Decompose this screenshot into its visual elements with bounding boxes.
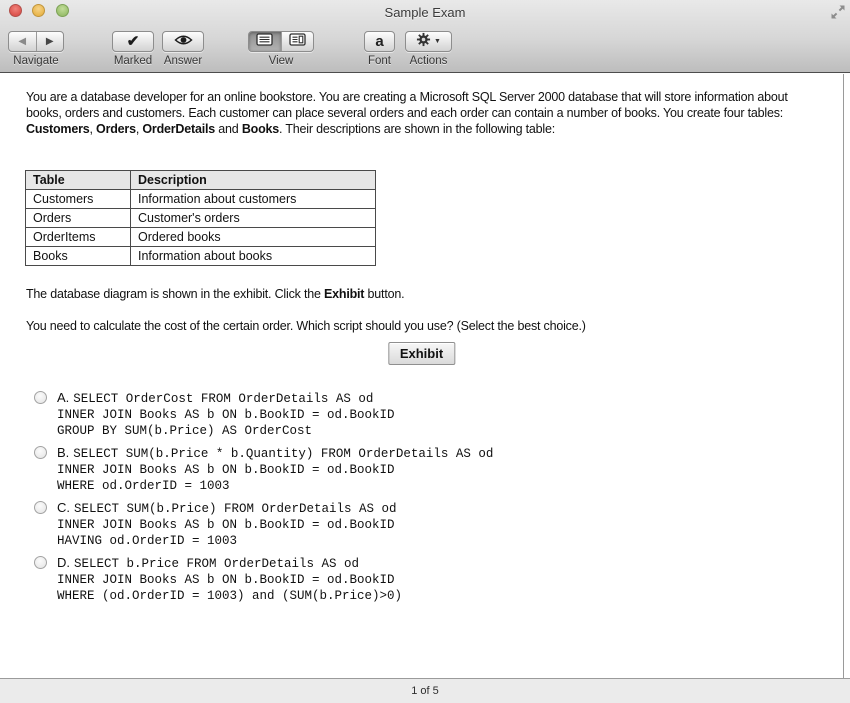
column-header-description: Description xyxy=(131,171,376,190)
question-text-segment: . Their descriptions are shown in the following table: xyxy=(279,122,555,136)
option-letter: C. xyxy=(57,500,70,515)
table-cell-description: Information about books xyxy=(131,247,376,266)
table-cell-description: Information about customers xyxy=(131,190,376,209)
font-button[interactable] xyxy=(364,31,395,52)
table-header-row xyxy=(26,171,376,190)
table-descriptions xyxy=(25,170,376,266)
eye-icon xyxy=(174,33,193,51)
marked-button[interactable] xyxy=(112,31,154,52)
question-text-segment: and xyxy=(215,122,242,136)
back-arrow-icon: ◀ xyxy=(18,35,27,47)
option-body xyxy=(57,555,794,604)
toolbar-group-font xyxy=(364,31,395,67)
table-cell-name: Books xyxy=(26,247,131,266)
question-text-segment: OrderDetails xyxy=(142,122,216,136)
option-first-line xyxy=(57,555,794,572)
option-body xyxy=(57,500,794,549)
forward-arrow-icon: ▶ xyxy=(45,35,54,47)
table-cell-description: Ordered books xyxy=(131,228,376,247)
question-text-segment: You are a database developer for an online bookstore. You are creating a Microsoft SQL Server 2000 database that will store information about books, orders and customers. Each customer can place several orders and each order can contain a number of books. You create four tables: xyxy=(26,90,788,120)
page-indicator: 1 of 5 xyxy=(411,685,439,697)
dropdown-arrow-icon: ▼ xyxy=(434,38,441,45)
view-label: View xyxy=(268,55,294,67)
option-sql-line: INNER JOIN Books AS b ON b.BookID = od.BookID xyxy=(57,573,395,587)
answer-label: Answer xyxy=(163,55,203,67)
question-text-segment: button. xyxy=(364,287,405,301)
checkmark-icon: ✔ xyxy=(126,33,140,50)
question-text-segment: Customers xyxy=(26,122,90,136)
question-text-segment: , xyxy=(135,122,143,136)
table-cell-name: OrderItems xyxy=(26,228,131,247)
radio-button[interactable] xyxy=(34,501,47,514)
split-view-icon xyxy=(289,33,306,51)
option-sql-line: GROUP BY SUM(b.Price) AS OrderCost xyxy=(57,424,313,438)
answer-option[interactable] xyxy=(34,555,794,604)
option-first-line xyxy=(57,445,794,462)
view-split-button[interactable] xyxy=(281,32,314,51)
radio-button[interactable] xyxy=(34,446,47,459)
table-row xyxy=(26,228,376,247)
question-prompt: You need to calculate the cost of the certain order. Which script should you use? (Select the best choice.) xyxy=(26,319,586,333)
titlebar-toolbar xyxy=(0,0,850,73)
answer-option[interactable] xyxy=(34,445,794,494)
forward-button[interactable] xyxy=(36,32,64,51)
question-text-segment: Exhibit xyxy=(324,287,365,301)
question-text-segment: Books xyxy=(241,122,280,136)
answer-button[interactable] xyxy=(162,31,204,52)
option-letter: A. xyxy=(57,390,70,405)
exhibit-instruction xyxy=(26,286,820,302)
exhibit-button[interactable]: Exhibit xyxy=(388,342,455,365)
navigate-label: Navigate xyxy=(13,55,59,67)
question-text-segment: , xyxy=(89,122,97,136)
option-sql-line: SELECT b.Price FROM OrderDetails AS od xyxy=(74,557,360,571)
toolbar-group-view xyxy=(248,31,314,67)
option-first-line xyxy=(57,390,794,407)
question-text-segment: The database diagram is shown in the exhibit. Click the xyxy=(26,287,324,301)
column-header-table: Table xyxy=(26,171,131,190)
option-first-line xyxy=(57,500,794,517)
actions-button[interactable] xyxy=(405,31,452,52)
option-sql-line: SELECT OrderCost FROM OrderDetails AS od xyxy=(73,392,374,406)
gear-icon xyxy=(416,32,431,52)
radio-button[interactable] xyxy=(34,556,47,569)
view-segmented-control xyxy=(248,31,314,52)
list-view-icon xyxy=(256,33,273,51)
question-intro xyxy=(26,89,820,137)
table-cell-name: Orders xyxy=(26,209,131,228)
window-title: Sample Exam xyxy=(384,5,466,20)
back-button[interactable] xyxy=(9,32,36,51)
table-cell-description: Customer's orders xyxy=(131,209,376,228)
option-sql-line: SELECT SUM(b.Price) FROM OrderDetails AS od xyxy=(74,502,397,516)
toolbar-group-marked xyxy=(112,31,154,67)
table-row xyxy=(26,247,376,266)
option-sql-line: HAVING od.OrderID = 1003 xyxy=(57,534,238,548)
table-row xyxy=(26,209,376,228)
toolbar-group-answer xyxy=(162,31,204,67)
option-letter: B. xyxy=(57,445,70,460)
option-sql-line: INNER JOIN Books AS b ON b.BookID = od.BookID xyxy=(57,518,395,532)
answer-option[interactable] xyxy=(34,390,794,439)
marked-label: Marked xyxy=(113,55,153,67)
radio-button[interactable] xyxy=(34,391,47,404)
toolbar-group-navigate xyxy=(8,31,64,67)
font-icon: a xyxy=(375,33,384,50)
table-row xyxy=(26,190,376,209)
font-label: Font xyxy=(367,55,391,67)
toolbar-group-actions xyxy=(405,31,452,67)
option-letter: D. xyxy=(57,555,70,570)
fullscreen-icon[interactable] xyxy=(830,4,846,20)
option-body xyxy=(57,390,794,439)
option-sql-line: WHERE od.OrderID = 1003 xyxy=(57,479,230,493)
status-bar xyxy=(0,678,850,703)
navigate-control xyxy=(8,31,64,52)
option-sql-line: SELECT SUM(b.Price * b.Quantity) FROM OrderDetails AS od xyxy=(73,447,494,461)
table-cell-name: Customers xyxy=(26,190,131,209)
answer-options xyxy=(34,390,794,610)
option-sql-line: WHERE (od.OrderID = 1003) and (SUM(b.Price)>0) xyxy=(57,589,403,603)
option-body xyxy=(57,445,794,494)
question-text-segment: Orders xyxy=(96,122,136,136)
option-sql-line: INNER JOIN Books AS b ON b.BookID = od.BookID xyxy=(57,408,395,422)
actions-label: Actions xyxy=(409,55,448,67)
answer-option[interactable] xyxy=(34,500,794,549)
exam-content xyxy=(0,74,844,678)
view-list-button[interactable] xyxy=(249,32,281,51)
option-sql-line: INNER JOIN Books AS b ON b.BookID = od.BookID xyxy=(57,463,395,477)
